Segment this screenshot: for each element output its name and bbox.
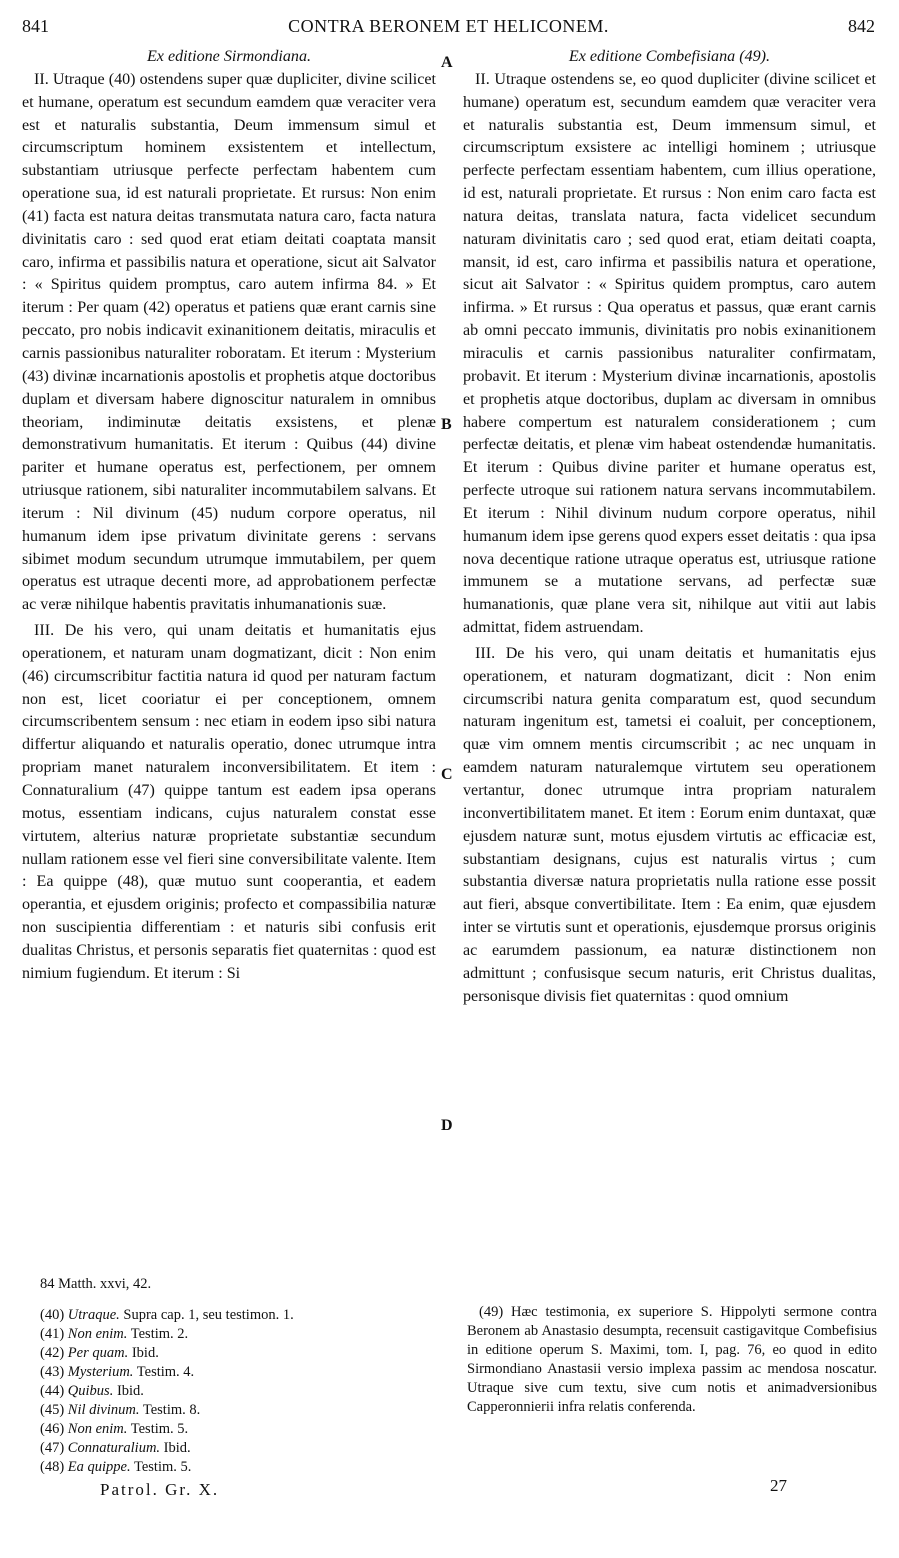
left-column-sirmondiana [22,46,436,986]
footnote-reference: Ibid. [128,1345,159,1361]
right-section-iii: III. De his vero, qui unam deitatis et humanitatis ejus operationem, et naturam dogmatizant, dicit : Non enim circumscribi natura genita comparatum est, quod secundum naturam ingenitum est, tametsi ei coaluit, per conceptionem, quæ vim omnem mentis circumscribit ; ac nec unquam in eamdem naturam naturalemque virtutem seu operationem vertantur, donec utrumque intra propriam naturalem inconvertibilitatem manet. Et item : Eorum enim duntaxat, quæ ejusdem naturæ sunt, motus ejusdem virtutis ac efficaciæ est, substantiam designans, cujus est naturalis virtus ; cum substantia diversæ natura proprietatis nulla ratione esse possit aut fieri, absque convertibilitate. Item : Ea enim, quæ ejusdem inter se virtutis sunt et operationis, ejusdemque prorsus originis ac earumdem passionum, ea naturæ distinctionem non admittunt ; confusisque secum naturis, erit Christus dualitas, personisque divisis fiet quaternitas : quod omnium [463,644,876,1005]
footnote-reference: Testim. 5. [130,1459,192,1475]
margin-letter-d: D [441,1117,453,1134]
footnote-keyword: Connaturalium. [67,1440,161,1456]
footnote-number: (40) [40,1307,68,1323]
footnote-keyword: Ea quippe. [67,1459,131,1475]
footnote-keyword: Non enim. [67,1421,128,1437]
footnote-number: (47) [40,1440,68,1456]
footnotes-left [40,1275,440,1477]
footnote-item [40,1401,440,1420]
footnote-keyword: Utraque. [67,1307,120,1323]
signature-number: 27 [770,1476,787,1495]
left-section-iii: III. De his vero, qui unam deitatis et humanitatis ejus operationem, et naturam unam dogmatizant, dicit : Non enim (46) circumscribitur factitia natura id quod per naturam factum non est, licet cooriatur ei per conceptionem, omnem circumscribentem sensum : nec etiam in eodem ipso sibi natura differtur aliquando et naturalis operatio, donec utrumque intra propriam manet naturalem inconversibilitatem. Et item : Connaturalium (47) quippe tantum est eadem ipsa operans motus, essentiam indicans, cujus naturalem constat esse virtutem, alterius naturæ proprietate substantiæ secundum nullam rationem esse vel fieri sine conversibilitate valente. Item : Ea quippe (48), quæ mutuo sunt cooperantia, et eadem operantia, et ejusdem originis; profecto et compassibilia naturæ non suscipientia differentiam : et naturis sibi confusis erit dualitas Christus, et personis separatis fiet quaternitas : quod est nimium fugiendum. Et iterum : Si [22,622,436,982]
margin-letter-b: B [441,416,452,433]
footnote-49: (49) Hæc testimonia, ex superiore S. Hippolyti sermone contra Beronem ab Anastasio desumpta, recensuit castigavitque Combefisius in editione operum S. Maximi, tom. I, pag. 76, eo quod in edito Sirmondiano Anastasii versio implexa passim ac mendosa noscatur. Utraque sive cum textu, sive cum notis et animadversionibus Capperonnierii infra relatis conferenda. [467,1304,877,1415]
footnote-item [40,1458,440,1477]
right-section-ii: II. Utraque ostendens se, eo quod dupliciter (divine scilicet et humane) operatum est, secundum eamdem quæ veraciter vera et naturalis substantia est, Deum immensum simul, et circumscriptum exsistere ac intelligi hominem ; utriusque perfecte perfectam essentiam habentem, cum illius operatione, id est, naturali proprietate. Et rursus : Non enim caro facta est natura deitas, translata natura, facta videlicet secundum naturam divinitatis caro ; sed quod erat, etiam deitati coapta, mansit, id est, caro infirma et passibilis natura et operatione, sicut ait Salvator : « Spiritus quidem promptus, caro autem infirma. » Et rursus : Qua operatus et passus, quæ erant carnis ab omni peccato immunis, divinitatis pro nobis exinanitionem miraculis et carnis passionibus naturaliter confirmatam, probavit. Et iterum : Mysterium divinæ incarnationis, apostolis et prophetis atque doctoribus, duplam ac diversam in omnibus habere compertum est naturalem considerationem ; cum perfectæ deitatis, et plenæ vim habeat ostendendæ humanitatis. Et iterum : Quibus divine pariter et humane operatus est, perfecte utroque sui rationem natura servans incommutabilem. Et iterum : Nihil divinum nudum corpore operatus, nihil humanum idem ipse gerens quod expers esset deitatis : qua ipsa nova decentique ratione utraque operatus est, utriusque ratione immunem se a mutatione servans, ad perfectæ suæ humanationis, quæ plane vera sit, nihilque aut vitii aut labis admittat, fidem astruendam. [463,70,876,637]
page-header [22,16,875,44]
footnote-number: (48) [40,1459,68,1475]
column-number-right: 842 [848,16,875,36]
footnote-item [40,1306,440,1325]
footnote-item [40,1325,440,1344]
footnote-item [40,1439,440,1458]
right-column-combefisiana [463,46,876,1008]
footnote-reference: Ibid. [160,1440,191,1456]
footnote-item [40,1382,440,1401]
left-section-ii: II. Utraque (40) ostendens super quæ dupliciter, divine scilicet et humane, operatum est secundum eamdem quæ veraciter vera est et naturalis substantia, Deum immensum simul et circumscriptum hominem exsistentem et intellectum, substantiam utriusque perfecte perfectam habentem cum operatione sua, id est naturali proprietate. Et rursus: Non enim (41) facta est natura deitas transmutata natura caro, facta natura divinitatis caro : sed quod erat etiam deitati coaptata mansit caro, infirma et passibilis natura et operatione, sicut ait Salvator : « Spiritus quidem promptus, caro autem infirma 84. » Et iterum : Per quam (42) operatus et patiens quæ erant carnis sine peccato, pro nobis indicavit exinanitionem deitatis, miraculis et carnis passionibus naturaliter roboratam. Et iterum : Mysterium (43) divinæ incarnationis apostolis et prophetis atque doctoribus duplam et diversam habere dignoscitur naturalem in omnibus theoriam, indiminutæ deitatis exsistens, et plenæ demonstrativum humanitatis. Et iterum : Quibus (44) divine pariter et humane operatus est, perfectionem, per omnem utriusque rationem, sibi naturaliter incommutabilem salvans. Et iterum : Nil divinum (45) nudum corpore operatus, nil humanum idem ipse privatum divinitate gerens : servans sibimet modum secundum utrumque immutabilem, per quem operatus est utraque decenti more, ad approbationem perfectæ ac veræ nihilque habentis pravitatis inhumanationis suæ. [22,70,436,614]
footnote-number: (43) [40,1364,68,1380]
footnote-item [40,1420,440,1439]
margin-letter-c: C [441,766,453,783]
footnote-item [40,1363,440,1382]
footnote-reference: Testim. 5. [127,1421,189,1437]
left-column-title: Ex editione Sirmondiana. [146,48,312,65]
scripture-footnote: 84 Matth. xxvi, 42. [40,1276,152,1292]
column-number-left: 841 [22,16,49,36]
footnote-number: (46) [40,1421,68,1437]
footnote-reference: Testim. 8. [139,1402,201,1418]
footnote-reference: Ibid. [113,1383,144,1399]
footnote-number: (45) [40,1402,68,1418]
footnote-reference: Testim. 4. [133,1364,195,1380]
footnote-keyword: Nil divinum. [67,1402,140,1418]
footnote-keyword: Non enim. [67,1326,128,1342]
running-title: CONTRA BERONEM ET HELICONEM. [288,16,609,36]
volume-signature: Patrol. Gr. X. [100,1480,220,1499]
footnote-keyword: Per quam. [67,1345,129,1361]
footnote-number: (42) [40,1345,68,1361]
footnote-reference: Supra cap. 1, seu testimon. 1. [119,1307,294,1323]
footnote-item [40,1344,440,1363]
right-column-title: Ex editione Combefisiana (49). [568,48,771,65]
footnote-keyword: Quibus. [67,1383,114,1399]
footnote-number: (44) [40,1383,68,1399]
footnote-keyword: Mysterium. [67,1364,134,1380]
margin-letter-a: A [441,54,453,71]
footnote-list [40,1306,440,1477]
footnote-number: (41) [40,1326,68,1342]
footnote-reference: Testim. 2. [127,1326,189,1342]
